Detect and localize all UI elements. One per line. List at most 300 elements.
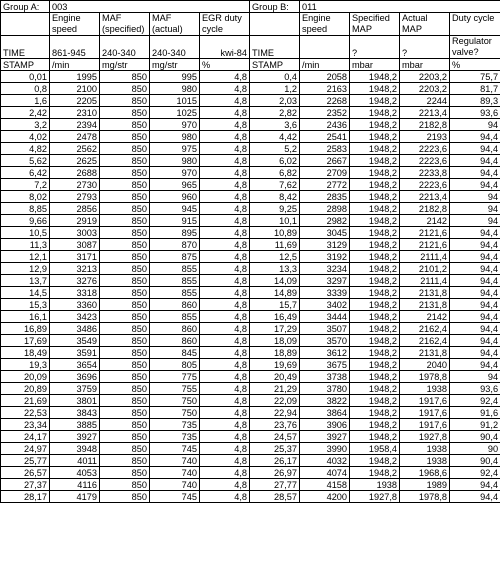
b-actual-map-cell: 1938 <box>400 455 450 467</box>
b-actual-map-cell: 2223,6 <box>400 179 450 191</box>
a-time-stamp-cell: 4,02 <box>1 131 50 143</box>
table-row <box>1 335 500 347</box>
a-maf-specified-cell: 850 <box>100 455 150 467</box>
a-engine-speed-cell: 3843 <box>50 407 100 419</box>
b-time-stamp-cell: 22,09 <box>250 395 300 407</box>
a-maf-specified-cell: 850 <box>100 323 150 335</box>
a-time-stamp-cell: 3,2 <box>1 119 50 131</box>
b-duty-cycle-range: Regulator valve? <box>450 36 500 59</box>
b-actual-map-cell: 2142 <box>400 215 450 227</box>
b-engine-speed-cell: 3444 <box>300 311 350 323</box>
b-engine-speed-cell: 3192 <box>300 251 350 263</box>
b-time-stamp-cell: 18,09 <box>250 335 300 347</box>
b-engine-speed-cell: 2058 <box>300 71 350 83</box>
a-egr-duty-cell: 4,8 <box>200 83 250 95</box>
a-engine-speed-cell: 2688 <box>50 167 100 179</box>
a-engine-speed-cell: 3696 <box>50 371 100 383</box>
a-engine-speed-cell: 2793 <box>50 191 100 203</box>
b-engine-speed-cell: 2583 <box>300 143 350 155</box>
b-duty-cycle-cell: 94,4 <box>450 227 500 239</box>
b-specified-map-unit: mbar <box>350 59 400 71</box>
table-row <box>1 419 500 431</box>
b-actual-map-cell: 1968,6 <box>400 467 450 479</box>
a-time-stamp-cell: 12,9 <box>1 263 50 275</box>
a-egr-duty-cell: 4,8 <box>200 359 250 371</box>
b-time-stamp-cell: 16,49 <box>250 311 300 323</box>
b-actual-map-cell: 2182,8 <box>400 203 450 215</box>
a-time-stamp-cell: 24,97 <box>1 443 50 455</box>
a-engine-speed-cell: 4179 <box>50 491 100 503</box>
a-maf-specified-cell: 850 <box>100 479 150 491</box>
b-specified-map-cell: 1938 <box>350 479 400 491</box>
a-egr-duty-cell: 4,8 <box>200 203 250 215</box>
a-engine-speed-cell: 3801 <box>50 395 100 407</box>
a-maf-actual-cell: 980 <box>150 131 200 143</box>
table-row <box>1 95 500 107</box>
a-maf-specified-cell: 850 <box>100 95 150 107</box>
a-time-stamp-cell: 12,1 <box>1 251 50 263</box>
table-row <box>1 395 500 407</box>
a-time-stamp-cell: 0,8 <box>1 83 50 95</box>
a-maf-specified-cell: 850 <box>100 143 150 155</box>
a-maf-actual-header: MAF (actual) <box>150 13 200 36</box>
b-time-stamp-cell: 14,09 <box>250 275 300 287</box>
a-engine-speed-cell: 2625 <box>50 155 100 167</box>
table-row <box>1 107 500 119</box>
b-engine-speed-cell: 4074 <box>300 467 350 479</box>
a-egr-duty-cell: 4,8 <box>200 323 250 335</box>
b-time-stamp-cell: 20,49 <box>250 371 300 383</box>
a-maf-specified-cell: 850 <box>100 119 150 131</box>
group-header-row <box>1 1 500 13</box>
a-engine-speed-cell: 3360 <box>50 299 100 311</box>
a-time-stamp-cell: 24,17 <box>1 431 50 443</box>
b-engine-speed-cell: 3507 <box>300 323 350 335</box>
b-duty-cycle-cell: 94 <box>450 191 500 203</box>
a-egr-duty-cell: 4,8 <box>200 251 250 263</box>
a-engine-speed-cell: 2100 <box>50 83 100 95</box>
a-time-stamp-cell: 16,89 <box>1 323 50 335</box>
b-specified-map-cell: 1958,4 <box>350 443 400 455</box>
a-time-stamp-cell: 19,3 <box>1 359 50 371</box>
a-engine-speed-cell: 3759 <box>50 383 100 395</box>
b-actual-map-cell: 1978,8 <box>400 491 450 503</box>
a-egr-duty-cell: 4,8 <box>200 335 250 347</box>
b-specified-map-cell: 1948,2 <box>350 263 400 275</box>
b-specified-map-cell: 1948,2 <box>350 131 400 143</box>
table-row <box>1 131 500 143</box>
a-maf-specified-cell: 850 <box>100 383 150 395</box>
b-time-stamp-cell: 6,02 <box>250 155 300 167</box>
b-duty-cycle-unit: % <box>450 59 500 71</box>
b-specified-map-cell: 1948,2 <box>350 323 400 335</box>
a-egr-duty-cell: 4,8 <box>200 155 250 167</box>
a-engine-speed-cell: 3486 <box>50 323 100 335</box>
table-row <box>1 275 500 287</box>
b-specified-map-cell: 1948,2 <box>350 167 400 179</box>
table-row <box>1 239 500 251</box>
a-time-stamp-cell: 10,5 <box>1 227 50 239</box>
b-specified-map-cell: 1948,2 <box>350 227 400 239</box>
b-time-stamp-cell: 17,29 <box>250 323 300 335</box>
table-row <box>1 443 500 455</box>
b-duty-cycle-cell: 94 <box>450 119 500 131</box>
table-row <box>1 215 500 227</box>
a-engine-speed-cell: 3276 <box>50 275 100 287</box>
b-time-stamp-cell: 23,76 <box>250 419 300 431</box>
b-actual-map-cell: 2203,2 <box>400 83 450 95</box>
a-engine-speed-cell: 2394 <box>50 119 100 131</box>
b-duty-cycle-cell: 94,4 <box>450 251 500 263</box>
b-actual-map-cell: 2162,4 <box>400 335 450 347</box>
a-maf-specified-cell: 850 <box>100 443 150 455</box>
table-row <box>1 179 500 191</box>
unit-row <box>1 59 500 71</box>
a-maf-actual-cell: 855 <box>150 263 200 275</box>
a-time-stamp-cell: 26,57 <box>1 467 50 479</box>
a-maf-specified-cell: 850 <box>100 167 150 179</box>
a-time-stamp-cell: 20,89 <box>1 383 50 395</box>
a-time-stamp-cell: 28,17 <box>1 491 50 503</box>
a-engine-speed-header: Engine speed <box>50 13 100 36</box>
range-row <box>1 36 500 59</box>
b-duty-cycle-cell: 94,4 <box>450 335 500 347</box>
b-engine-speed-cell: 3297 <box>300 275 350 287</box>
a-egr-range: kwi-84 <box>200 36 250 59</box>
a-egr-duty-cell: 4,8 <box>200 239 250 251</box>
b-specified-map-cell: 1948,2 <box>350 275 400 287</box>
table-row <box>1 155 500 167</box>
a-maf-actual-cell: 745 <box>150 443 200 455</box>
b-time-stamp-cell: 3,6 <box>250 119 300 131</box>
table-row <box>1 251 500 263</box>
b-specified-map-cell: 1927,8 <box>350 491 400 503</box>
a-egr-duty-cell: 4,8 <box>200 179 250 191</box>
a-maf-specified-cell: 850 <box>100 263 150 275</box>
table-row <box>1 347 500 359</box>
a-time-stamp-cell: 1,6 <box>1 95 50 107</box>
b-duty-cycle-cell: 94,4 <box>450 287 500 299</box>
b-engine-speed-header: Engine speed <box>300 13 350 36</box>
a-maf-specified-cell: 850 <box>100 179 150 191</box>
a-maf-specified-header: MAF (specified) <box>100 13 150 36</box>
b-actual-map-cell: 1938 <box>400 443 450 455</box>
a-maf-actual-cell: 750 <box>150 407 200 419</box>
a-time-stamp-cell: 17,69 <box>1 335 50 347</box>
a-maf-actual-cell: 965 <box>150 179 200 191</box>
a-maf-actual-cell: 995 <box>150 71 200 83</box>
a-engine-speed-range: 861-945 <box>50 36 100 59</box>
table-row <box>1 143 500 155</box>
a-maf-actual-cell: 980 <box>150 155 200 167</box>
a-engine-speed-cell: 3318 <box>50 287 100 299</box>
b-engine-speed-cell: 2772 <box>300 179 350 191</box>
b-duty-cycle-cell: 94,4 <box>450 311 500 323</box>
a-egr-duty-header: EGR duty cycle <box>200 13 250 36</box>
time-label: TIME <box>1 36 50 59</box>
b-duty-cycle-cell: 75,7 <box>450 71 500 83</box>
b-engine-speed-cell: 3990 <box>300 443 350 455</box>
b-engine-speed-cell: 2982 <box>300 215 350 227</box>
table-row <box>1 191 500 203</box>
a-maf-specified-cell: 850 <box>100 203 150 215</box>
a-engine-speed-unit: /min <box>50 59 100 71</box>
b-engine-speed-cell: 2835 <box>300 191 350 203</box>
b-engine-speed-cell: 2268 <box>300 95 350 107</box>
a-maf-actual-cell: 855 <box>150 275 200 287</box>
table-row <box>1 203 500 215</box>
b-actual-map-cell: 1917,6 <box>400 419 450 431</box>
a-maf-specified-cell: 850 <box>100 359 150 371</box>
a-time-stamp-cell: 7,2 <box>1 179 50 191</box>
a-egr-duty-cell: 4,8 <box>200 455 250 467</box>
b-time-stamp-cell: 0,4 <box>250 71 300 83</box>
b-engine-speed-unit: /min <box>300 59 350 71</box>
a-time-stamp-cell: 18,49 <box>1 347 50 359</box>
b-engine-speed-cell: 4158 <box>300 479 350 491</box>
b-engine-speed-cell: 3927 <box>300 431 350 443</box>
a-engine-speed-cell: 2730 <box>50 179 100 191</box>
a-egr-duty-cell: 4,8 <box>200 311 250 323</box>
a-engine-speed-cell: 2478 <box>50 131 100 143</box>
b-specified-map-cell: 1948,2 <box>350 347 400 359</box>
a-maf-actual-cell: 805 <box>150 359 200 371</box>
b-specified-map-cell: 1948,2 <box>350 431 400 443</box>
table-row <box>1 491 500 503</box>
b-specified-map-cell: 1948,2 <box>350 179 400 191</box>
a-maf-actual-cell: 970 <box>150 119 200 131</box>
b-time-header-blank <box>250 13 300 36</box>
a-maf-specified-cell: 850 <box>100 335 150 347</box>
b-time-stamp-cell: 22,94 <box>250 407 300 419</box>
a-time-stamp-cell: 15,3 <box>1 299 50 311</box>
a-engine-speed-cell: 3171 <box>50 251 100 263</box>
a-time-stamp-cell: 22,53 <box>1 407 50 419</box>
b-time-stamp-cell: 19,69 <box>250 359 300 371</box>
a-maf-actual-cell: 860 <box>150 323 200 335</box>
b-specified-map-cell: 1948,2 <box>350 155 400 167</box>
a-maf-specified-cell: 850 <box>100 395 150 407</box>
b-actual-map-cell: 2101,2 <box>400 263 450 275</box>
b-engine-speed-cell: 2898 <box>300 203 350 215</box>
b-actual-map-cell: 1927,8 <box>400 431 450 443</box>
b-duty-cycle-cell: 91,6 <box>450 407 500 419</box>
b-engine-speed-cell: 2163 <box>300 83 350 95</box>
a-time-stamp-cell: 8,02 <box>1 191 50 203</box>
b-actual-map-cell: 2244 <box>400 95 450 107</box>
a-time-stamp-cell: 6,42 <box>1 167 50 179</box>
b-specified-map-cell: 1948,2 <box>350 239 400 251</box>
b-time-stamp-cell: 27,77 <box>250 479 300 491</box>
table-row <box>1 83 500 95</box>
a-maf-specified-unit: mg/str <box>100 59 150 71</box>
b-specified-map-cell: 1948,2 <box>350 287 400 299</box>
table-row <box>1 299 500 311</box>
a-engine-speed-cell: 3885 <box>50 419 100 431</box>
a-engine-speed-cell: 2310 <box>50 107 100 119</box>
a-engine-speed-cell: 2562 <box>50 143 100 155</box>
a-egr-duty-cell: 4,8 <box>200 191 250 203</box>
a-time-stamp-cell: 9,66 <box>1 215 50 227</box>
a-maf-specified-cell: 850 <box>100 107 150 119</box>
b-time-stamp-cell: 10,1 <box>250 215 300 227</box>
a-engine-speed-cell: 4116 <box>50 479 100 491</box>
a-egr-duty-cell: 4,8 <box>200 275 250 287</box>
a-maf-actual-range: 240-340 <box>150 36 200 59</box>
b-duty-cycle-cell: 94,4 <box>450 239 500 251</box>
a-egr-duty-cell: 4,8 <box>200 287 250 299</box>
a-egr-duty-cell: 4,8 <box>200 467 250 479</box>
a-time-stamp-cell: 8,85 <box>1 203 50 215</box>
b-duty-cycle-cell: 94,4 <box>450 491 500 503</box>
b-duty-cycle-cell: 89,3 <box>450 95 500 107</box>
b-time-stamp-cell: 5,2 <box>250 143 300 155</box>
table-row <box>1 479 500 491</box>
b-time-stamp-cell: 1,2 <box>250 83 300 95</box>
a-egr-duty-cell: 4,8 <box>200 167 250 179</box>
b-duty-cycle-cell: 94,4 <box>450 299 500 311</box>
group-a-label: Group A: <box>1 1 50 13</box>
a-egr-duty-cell: 4,8 <box>200 119 250 131</box>
b-time-stamp-cell: 8,42 <box>250 191 300 203</box>
a-egr-duty-cell: 4,8 <box>200 143 250 155</box>
b-time-stamp-cell: 10,89 <box>250 227 300 239</box>
a-maf-actual-cell: 1025 <box>150 107 200 119</box>
b-specified-map-cell: 1948,2 <box>350 467 400 479</box>
b-specified-map-cell: 1948,2 <box>350 419 400 431</box>
b-engine-speed-range <box>300 36 350 59</box>
b-duty-cycle-cell: 90,4 <box>450 455 500 467</box>
a-maf-specified-range: 240-340 <box>100 36 150 59</box>
b-actual-map-cell: 2131,8 <box>400 347 450 359</box>
b-specified-map-cell: 1948,2 <box>350 311 400 323</box>
b-actual-map-cell: 2233,8 <box>400 167 450 179</box>
a-maf-specified-cell: 850 <box>100 431 150 443</box>
table-row <box>1 119 500 131</box>
b-actual-map-cell: 2182,8 <box>400 119 450 131</box>
a-engine-speed-cell: 1995 <box>50 71 100 83</box>
b-time-label: TIME <box>250 36 300 59</box>
b-duty-cycle-header: Duty cycle <box>450 13 500 36</box>
b-duty-cycle-cell: 94 <box>450 203 500 215</box>
a-maf-specified-cell: 850 <box>100 251 150 263</box>
a-maf-specified-cell: 850 <box>100 71 150 83</box>
a-egr-duty-cell: 4,8 <box>200 431 250 443</box>
b-time-stamp-cell: 12,5 <box>250 251 300 263</box>
a-egr-duty-cell: 4,8 <box>200 215 250 227</box>
b-engine-speed-cell: 3906 <box>300 419 350 431</box>
b-time-stamp-cell: 28,57 <box>250 491 300 503</box>
a-egr-duty-cell: 4,8 <box>200 347 250 359</box>
b-actual-map-range: ? <box>400 36 450 59</box>
a-maf-actual-cell: 755 <box>150 383 200 395</box>
a-maf-specified-cell: 850 <box>100 407 150 419</box>
a-egr-duty-cell: 4,8 <box>200 443 250 455</box>
a-maf-actual-cell: 875 <box>150 251 200 263</box>
b-engine-speed-cell: 3570 <box>300 335 350 347</box>
b-time-stamp-cell: 14,89 <box>250 287 300 299</box>
b-actual-map-cell: 2131,8 <box>400 287 450 299</box>
a-maf-actual-cell: 735 <box>150 419 200 431</box>
a-egr-duty-cell: 4,8 <box>200 491 250 503</box>
a-engine-speed-cell: 3003 <box>50 227 100 239</box>
a-egr-duty-cell: 4,8 <box>200 419 250 431</box>
a-egr-duty-cell: 4,8 <box>200 263 250 275</box>
a-maf-specified-cell: 850 <box>100 467 150 479</box>
b-actual-map-cell: 2213,4 <box>400 191 450 203</box>
a-time-stamp-cell: 0,01 <box>1 71 50 83</box>
b-duty-cycle-cell: 94,4 <box>450 359 500 371</box>
b-duty-cycle-cell: 94,4 <box>450 347 500 359</box>
b-specified-map-cell: 1948,2 <box>350 371 400 383</box>
b-specified-map-header: Specified MAP <box>350 13 400 36</box>
a-engine-speed-cell: 2205 <box>50 95 100 107</box>
b-time-stamp-cell: 11,69 <box>250 239 300 251</box>
b-specified-map-cell: 1948,2 <box>350 95 400 107</box>
a-maf-actual-cell: 915 <box>150 215 200 227</box>
a-maf-actual-cell: 870 <box>150 239 200 251</box>
b-time-stamp-cell: 6,82 <box>250 167 300 179</box>
a-maf-actual-cell: 945 <box>150 203 200 215</box>
a-maf-specified-cell: 850 <box>100 275 150 287</box>
table-row <box>1 383 500 395</box>
a-maf-actual-cell: 740 <box>150 479 200 491</box>
table-row <box>1 263 500 275</box>
b-time-stamp-cell: 15,7 <box>250 299 300 311</box>
a-maf-actual-unit: mg/str <box>150 59 200 71</box>
b-specified-map-cell: 1948,2 <box>350 203 400 215</box>
b-engine-speed-cell: 3402 <box>300 299 350 311</box>
a-egr-duty-cell: 4,8 <box>200 95 250 107</box>
b-duty-cycle-cell: 91,2 <box>450 419 500 431</box>
b-engine-speed-cell: 4032 <box>300 455 350 467</box>
b-duty-cycle-cell: 94,4 <box>450 179 500 191</box>
a-maf-actual-cell: 750 <box>150 395 200 407</box>
b-duty-cycle-cell: 92,4 <box>450 467 500 479</box>
b-actual-map-cell: 2223,6 <box>400 155 450 167</box>
b-engine-speed-cell: 3129 <box>300 239 350 251</box>
a-maf-actual-cell: 960 <box>150 191 200 203</box>
group-a-id: 003 <box>50 1 250 13</box>
b-time-stamp-cell: 4,42 <box>250 131 300 143</box>
b-actual-map-cell: 2213,4 <box>400 107 450 119</box>
a-engine-speed-cell: 3948 <box>50 443 100 455</box>
b-engine-speed-cell: 3612 <box>300 347 350 359</box>
a-maf-specified-cell: 850 <box>100 131 150 143</box>
b-actual-map-cell: 2223,6 <box>400 143 450 155</box>
a-maf-actual-cell: 970 <box>150 167 200 179</box>
table-row <box>1 371 500 383</box>
b-specified-map-cell: 1948,2 <box>350 107 400 119</box>
a-maf-specified-cell: 850 <box>100 83 150 95</box>
b-actual-map-unit: mbar <box>400 59 450 71</box>
a-maf-actual-cell: 895 <box>150 227 200 239</box>
a-time-stamp-cell: 16,1 <box>1 311 50 323</box>
a-time-stamp-cell: 21,69 <box>1 395 50 407</box>
a-engine-speed-cell: 3927 <box>50 431 100 443</box>
b-actual-map-cell: 1938 <box>400 383 450 395</box>
b-engine-speed-cell: 2436 <box>300 119 350 131</box>
a-egr-duty-cell: 4,8 <box>200 371 250 383</box>
b-specified-map-cell: 1948,2 <box>350 335 400 347</box>
a-maf-actual-cell: 855 <box>150 311 200 323</box>
b-actual-map-cell: 2193 <box>400 131 450 143</box>
b-specified-map-cell: 1948,2 <box>350 455 400 467</box>
a-maf-specified-cell: 850 <box>100 287 150 299</box>
b-engine-speed-cell: 3864 <box>300 407 350 419</box>
a-engine-speed-cell: 3654 <box>50 359 100 371</box>
b-engine-speed-cell: 2352 <box>300 107 350 119</box>
